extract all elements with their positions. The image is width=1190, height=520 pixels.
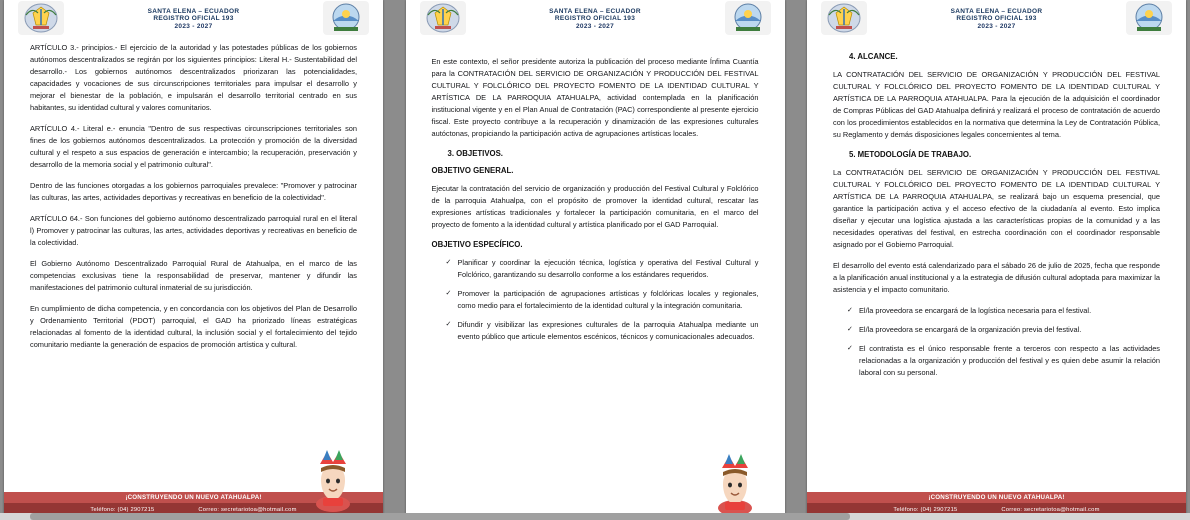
section-heading-objetivos: 3. OBJETIVOS. xyxy=(447,148,503,158)
section-heading-objetivo-general: OBJETIVO GENERAL. xyxy=(431,165,514,175)
horizontal-scrollbar[interactable] xyxy=(0,513,1190,520)
header-line-2: REGISTRO OFICIAL 193 xyxy=(956,15,1037,23)
footer-email: Correo: secretariotoa@hotmail.com xyxy=(198,506,297,513)
page-1-body xyxy=(4,38,383,490)
gad-coat-of-arms-left-icon xyxy=(821,1,867,35)
section-heading-metodologia: 5. METODOLOGÍA DE TRABAJO. xyxy=(849,149,972,159)
document-page-3 xyxy=(807,0,1186,520)
page-3-body xyxy=(807,38,1186,490)
list-item: ✓ Planificar y coordinar la ejecución técnica, logística y operativa del Festival Cultural y Folclórico, garantizando su desarrollo conforme a los estándares requeridos. xyxy=(446,257,759,281)
header-line-2: REGISTRO OFICIAL 193 xyxy=(554,15,636,23)
gad-coat-of-arms-left-icon xyxy=(18,1,64,35)
mascot-illustration-icon xyxy=(709,452,761,516)
paragraph: La CONTRATACIÓN DEL SERVICIO DE ORGANIZACIÓN Y PRODUCCIÓN DEL FESTIVAL CULTURAL Y FOLCLÓRICO DEL PROYECTO FOMENTO DE LA IDENTIDAD CULTURAL Y ARTÍSTICA DE LA PARROQUIA ATAHUALPA, se realizará bajo un esquema presencial, que garantice la participación activa y el acceso efectivo de la ciudadanía al evento. Esto implica diseñar y ejecutar una logística ajustada a las características propias de la comunidad y a las necesidades operativas del festival, en estrecha coordinación con el coordinador responsable asignado por el Gobierno Parroquial. xyxy=(833,167,1160,249)
header-title-block xyxy=(951,8,1043,30)
section-heading-objetivo-especifico: OBJETIVO ESPECÍFICO. xyxy=(431,239,523,249)
checklist xyxy=(432,257,759,343)
paragraph: El desarrollo del evento está calendarizado para el sábado 26 de julio de 2025, fecha que responde a la planificación anual institucional y a la estrategia de difusión cultural adoptada para maximizar la asistencia y el impacto comunitario. xyxy=(833,260,1160,294)
header-title-block xyxy=(148,8,240,30)
list-item: ✓ Promover la participación de agrupaciones artísticas y folclóricas locales y regionales, como medio para el fortalecimiento de la identidad cultural y la integración comunitaria. xyxy=(446,288,759,312)
page-header xyxy=(406,0,785,38)
paragraph: ARTÍCULO 4.- Literal e.- enuncia "Dentro de sus respectivas circunscripciones territoriales son fines de los gobiernos autónomos descentralizados. La protección y promoción de la diversidad cultural y el respeto a sus espacios de generación e intercambio; la recuperación, preservación y desarrollo de la memoria social y el patrimonio cultural". xyxy=(30,123,357,169)
page-header xyxy=(807,0,1186,38)
header-line-3: 2023 - 2027 xyxy=(977,22,1016,30)
gad-coat-of-arms-right-icon xyxy=(1126,1,1172,35)
footer-slogan: ¡CONSTRUYENDO UN NUEVO ATAHUALPA! xyxy=(807,492,1186,503)
header-line-3: 2023 - 2027 xyxy=(576,22,614,30)
gad-coat-of-arms-left-icon xyxy=(420,1,466,35)
list-item: ✓ Difundir y visibilizar las expresiones culturales de la parroquia Atahualpa mediante un evento público que articule elementos escénicos, técnicos y comunicacionales adecuados. xyxy=(446,319,759,343)
checklist xyxy=(833,305,1160,379)
paragraph: ARTÍCULO 3.- principios.- El ejercicio de la autoridad y las potestades públicas de los gobiernos autónomos descentralizados se regirán por los siguientes principios: Literal H.- Sustentabilidad del desarrollo.- Los gobiernos autónomos descentralizados priorizaran las potencialidades, capacidades y vocaciones de sus circunscripciones territoriales para impulsar el desarrollo y mejorar el bienestar de la población, e impulsarán el desarrollo territorial centrado en sus habitantes, su identidad cultural y valores comunitarios. xyxy=(30,43,357,112)
footer-email: Correo: secretariotoa@hotmail.com xyxy=(1001,506,1100,513)
header-title-block xyxy=(549,8,641,30)
scrollbar-thumb[interactable] xyxy=(30,513,850,520)
footer-phone: Teléfono: (04) 2907215 xyxy=(893,506,958,513)
header-line-1: SANTA ELENA – ECUADOR xyxy=(147,7,240,15)
gad-coat-of-arms-right-icon xyxy=(725,1,771,35)
header-line-3: 2023 - 2027 xyxy=(174,22,213,30)
paragraph: LA CONTRATACIÓN DEL SERVICIO DE ORGANIZACIÓN Y PRODUCCIÓN DEL FESTIVAL CULTURAL Y FOLCLÓRICO DEL PROYECTO FOMENTO DE LA IDENTIDAD CULTURAL Y ARTÍSTICA DE LA PARROQUIA ATAHUALPA. Para la ejecución de la adquisición el coordinador de Compras Públicas del GAD Atahualpa definirá y realizará el proceso de contratación de acuerdo con los procedimientos establecidos en la normativa que determina la Ley de Contratación Pública, su Reglamento y demás disposiciones legales concernientes al tema. xyxy=(833,70,1160,139)
list-item: ✓ El/la proveedora se encargará de la logística necesaria para el festival. xyxy=(847,305,1160,317)
section-heading-alcance: 4. ALCANCE. xyxy=(849,52,898,61)
paragraph: En cumplimiento de dicha competencia, y en concordancia con los objetivos del Plan de Desarrollo y Ordenamiento Territorial (PDOT) parroquial, el GAD ha priorizado líneas estratégicas relacionadas al fomento de la identidad cultural, la inclusión social y el fortalecimiento del tejido comunitario mediante la generación de espacios de promoción artística y cultural. xyxy=(30,303,357,349)
paragraph: ARTÍCULO 64.- Son funciones del gobierno autónomo descentralizado parroquial rural en el literal l) Promover y patrocinar las culturas, las artes, actividades deportivas y recreativas en beneficio de la colectividad. xyxy=(30,213,357,247)
mascot-illustration-icon xyxy=(307,448,359,512)
paragraph: En este contexto, el señor presidente autoriza la publicación del proceso mediante Ínfima Cuantía para la CONTRATACIÓN DEL SERVICIO DE ORGANIZACIÓN Y PRODUCCIÓN DEL FESTIVAL CULTURAL Y FOLCLÓRICO DEL PROYECTO FOMENTO DE LA IDENTIDAD CULTURAL Y ARTÍSTICA DE LA PARROQUIA ATAHUALPA, actividad contemplada en la planificación institucional vigente y en el Plan Anual de Contratación (PAC) correspondiente al presente ejercicio fiscal. Este proyecto contribuye a la recuperación y dinamización de las expresiones culturales autóctonas, propiciando la participación activa de agrupaciones artísticas locales. xyxy=(431,57,759,138)
gad-coat-of-arms-right-icon xyxy=(323,1,369,35)
paragraph: El Gobierno Autónomo Descentralizado Parroquial Rural de Atahualpa, en el marco de las competencias exclusivas tiene la responsabilidad de preservar, mantener y difundir las manifestaciones del patrimonio cultural inmaterial de su jurisdicción. xyxy=(30,258,357,292)
header-line-2: REGISTRO OFICIAL 193 xyxy=(153,15,234,23)
list-item: ✓ El contratista es el único responsable frente a terceros con respecto a las actividades relacionadas a la organización y producción del festival y es quien debe asumir la relación laboral con su personal. xyxy=(847,343,1160,379)
list-item: ✓ El/la proveedora se encargará de la organización previa del festival. xyxy=(847,324,1160,336)
footer-slogan: ¡CONSTRUYENDO UN NUEVO ATAHUALPA! xyxy=(4,492,383,503)
header-line-1: SANTA ELENA – ECUADOR xyxy=(549,7,641,15)
header-line-1: SANTA ELENA – ECUADOR xyxy=(950,7,1043,15)
paragraph: Ejecutar la contratación del servicio de organización y producción del Festival Cultural y Folclórico de la parroquia Atahualpa, con el propósito de promover la identidad cultural, rescatar las expresiones artísticas tradicionales y fortalecer la participación comunitaria, en el marco del proyecto de fomento a la identidad cultural y artística planificado por el GAD Parroquial. xyxy=(431,183,759,229)
footer-phone: Teléfono: (04) 2907215 xyxy=(90,506,155,513)
document-page-2 xyxy=(406,0,785,520)
page-2-body xyxy=(406,38,785,490)
document-page-1 xyxy=(4,0,383,520)
paragraph: Dentro de las funciones otorgadas a los gobiernos parroquiales prevalece: "Promover y patrocinar las culturas, las artes, actividades deportivas y recreativas en beneficio de la colectividad". xyxy=(30,180,357,202)
page-header xyxy=(4,0,383,38)
